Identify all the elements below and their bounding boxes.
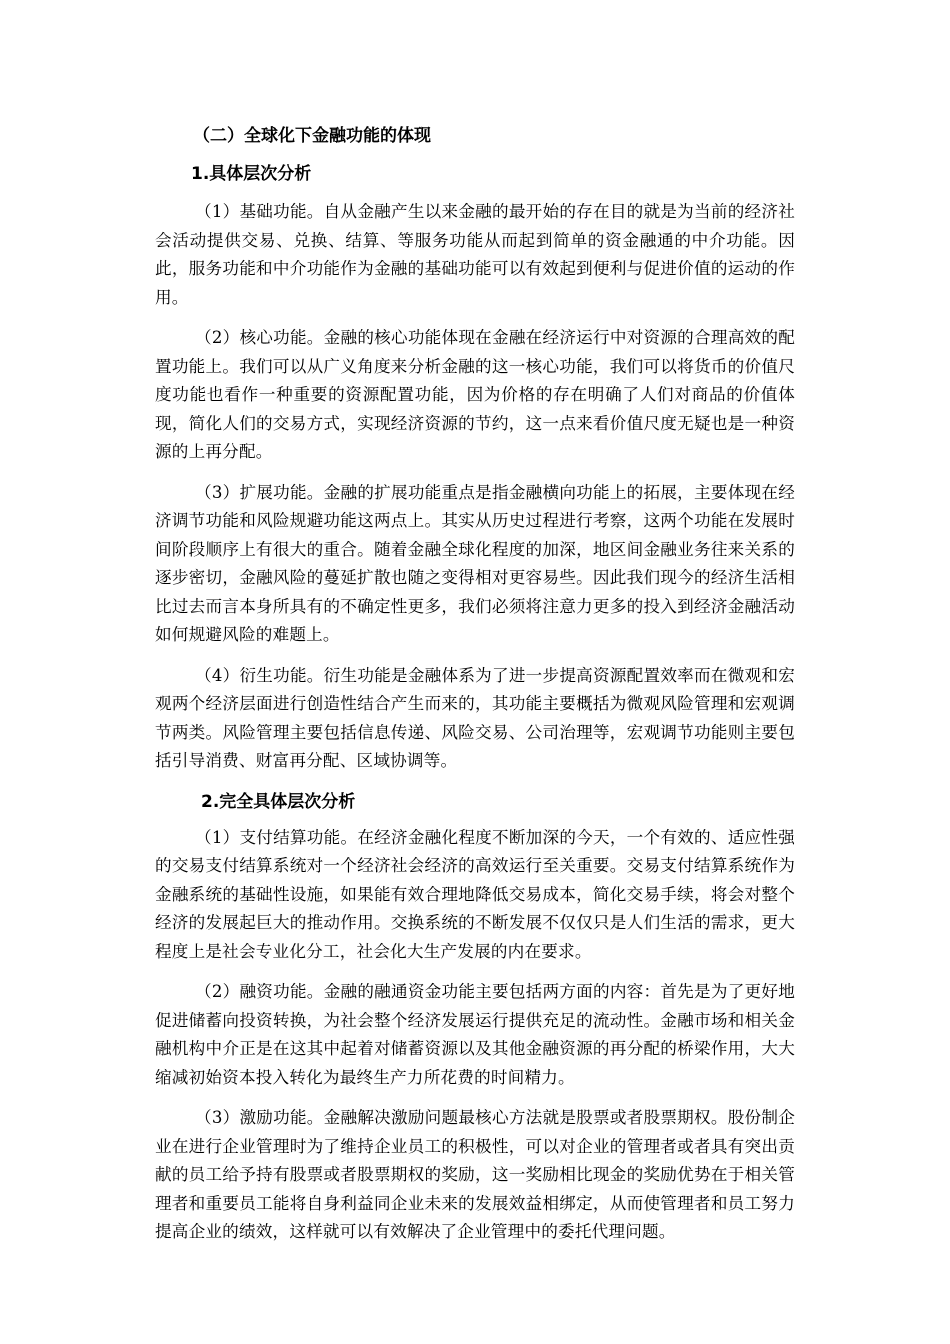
section-heading: （二）全球化下金融功能的体现 (193, 126, 431, 146)
paragraph-basic-function: （1）基础功能。自从金融产生以来金融的最开始的存在目的就是为当前的经济社会活动提供交易、兑换、结算、等服务功能从而起到简单的资金融通的中介功能。因此，服务功能和中介功能作为金融的基础功能可以有效起到便利与促进价值的运动的作用。 (155, 202, 795, 307)
paragraph-financing-function: （2）融资功能。金融的融通资金功能主要包括两方面的内容：首先是为了更好地促进储蓄向投资转换，为社会整个经济发展运行提供充足的流动性。金融市场和相关金融机构中介正是在这其中起着对储蓄资源以及其他金融资源的再分配的桥梁作用，大大缩减初始资本投入转化为最终生产力所花费的时间精力。 (155, 982, 795, 1087)
paragraph-incentive-function: （3）激励功能。金融解决激励问题最核心方法就是股票或者股票期权。股份制企业在进行企业管理时为了维持企业员工的积极性，可以对企业的管理者或者具有突出贡献的员工给予持有股票或者股票期权的奖励，这一奖励相比现金的奖励优势在于相关管理者和重要员工能将自身利益同企业未来的发展效益相绑定，从而使管理者和员工努力提高企业的绩效，这样就可以有效解决了企业管理中的委托代理问题。 (155, 1108, 795, 1241)
paragraph-core-function: （2）核心功能。金融的核心功能体现在金融在经济运行中对资源的合理高效的配置功能上。我们可以从广义角度来分析金融的这一核心功能，我们可以将货币的价值尺度功能也看作一种重要的资源配置功能，因为价格的存在明确了人们对商品的价值体现，简化人们的交易方式，实现经济资源的节约，这一点来看价值尺度无疑也是一种资源的上再分配。 (155, 328, 795, 461)
subsection-heading-1: 1.具体层次分析 (191, 164, 312, 184)
document-body (155, 122, 795, 1259)
paragraph-payment-settlement: （1）支付结算功能。在经济金融化程度不断加深的今天，一个有效的、适应性强的交易支付结算系统对一个经济社会经济的高效运行至关重要。交易支付结算系统作为金融系统的基础性设施，如果能有效合理地降低交易成本，简化交易手续，将会对整个经济的发展起巨大的推动作用。交换系统的不断发展不仅仅只是人们生活的需求，更大程度上是社会专业化分工，社会化大生产发展的内在要求。 (155, 827, 795, 961)
paragraph-derivative-function: （4）衍生功能。衍生功能是金融体系为了进一步提高资源配置效率而在微观和宏观两个经济层面进行创造性结合产生而来的，其功能主要概括为微观风险管理和宏观调节两类。风险管理主要包括信息传递、风险交易、公司治理等，宏观调节功能则主要包括引导消费、财富再分配、区域协调等。 (155, 665, 795, 770)
subsection-heading-2: 2.完全具体层次分析 (201, 791, 356, 812)
paragraph-extended-function: （3）扩展功能。金融的扩展功能重点是指金融横向功能上的拓展，主要体现在经济调节功能和风险规避功能这两点上。其实从历史过程进行考察，这两个功能在发展时间阶段顺序上有很大的重合。随着金融全球化程度的加深，地区间金融业务往来关系的逐步密切，金融风险的蔓延扩散也随之变得相对更容易些。因此我们现今的经济生活相比过去而言本身所具有的不确定性更多，我们必须将注意力更多的投入到经济金融活动如何规避风险的难题上。 (155, 482, 795, 644)
